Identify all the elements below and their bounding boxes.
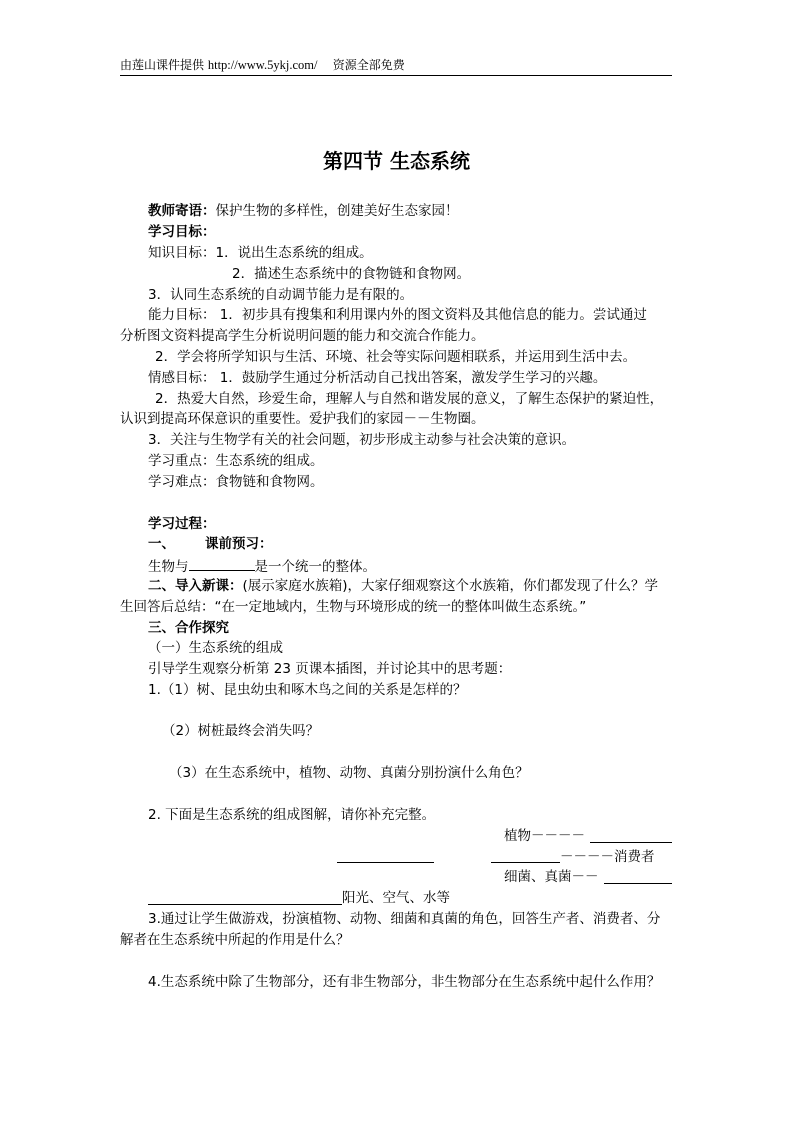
blank-producer[interactable] <box>590 842 672 843</box>
diagram-fungi: 细菌、真菌－－ <box>504 869 599 885</box>
question-3b: 解者在生态系统中所起的作用是什么？ <box>120 932 350 948</box>
emotion-goal-1: 情感目标： 1．鼓励学生通过分析活动自己找出答案，激发学生学习的兴趣。 <box>148 370 607 386</box>
question-3a: 3.通过让学生做游戏，扮演植物、动物、细菌和真菌的角色，回答生产者、消费者、分 <box>148 911 661 927</box>
blank-ecosystem[interactable] <box>148 904 246 905</box>
emotion-goal-2a: 2．热爱大自然，珍爱生命，理解人与自然和谐发展的意义，了解生态保护的紧迫性， <box>155 391 664 407</box>
part3-title: 三、合作探究 <box>148 620 229 636</box>
ability-goal-1a: 能力目标： 1．初步具有搜集和利用课内外的图文资料及其他信息的能力。尝试通过 <box>148 307 647 323</box>
blank-animals[interactable] <box>491 862 560 863</box>
difficulty-point: 学习难点：食物链和食物网。 <box>148 474 324 490</box>
knowledge-goal-1: 知识目标：1．说出生态系统的组成。 <box>148 245 373 261</box>
blank-decomposer[interactable] <box>604 883 672 884</box>
diagram-abiotic: 阳光、空气、水等 <box>342 890 450 906</box>
question-1-1: 1.（1）树、昆虫幼虫和啄木鸟之间的关系是怎样的？ <box>148 682 467 698</box>
header-suffix: 资源全部免费 <box>332 58 405 72</box>
part2-text-a: (展示家庭水族箱)，大家仔细观察这个水族箱，你们都发现了什么？学 <box>242 578 659 594</box>
diagram-plants: 植物－－－－ <box>504 828 585 844</box>
process-heading: 学习过程： <box>148 516 216 532</box>
page-title: 第四节 生态系统 <box>323 149 470 173</box>
key-point: 学习重点：生态系统的组成。 <box>148 453 324 469</box>
preview-sentence <box>148 556 376 576</box>
part2-title: 二、导入新课： <box>148 578 243 594</box>
preview-text-b: 是一个统一的整体。 <box>254 559 376 575</box>
guide-text: 引导学生观察分析第 23 页课本插图，并讨论其中的思考题： <box>148 661 512 677</box>
part2-line-a <box>148 577 658 595</box>
part1-number: 一、 <box>148 536 175 552</box>
header-url[interactable]: http://www.5ykj.com/ <box>207 58 318 72</box>
teacher-note <box>148 202 459 220</box>
ability-goal-2: 2．学会将所学知识与生活、环境、社会等实际问题相联系，并运用到生活中去。 <box>155 349 637 365</box>
preview-blank[interactable] <box>189 556 255 571</box>
question-2: 2. 下面是生态系统的组成图解，请你补充完整。 <box>148 807 436 823</box>
part1-heading <box>148 535 273 553</box>
question-1-2: （2）树桩最终会消失吗？ <box>162 723 320 739</box>
emotion-goal-2b: 认识到提高环保意识的重要性。爱护我们的家园－－生物圈。 <box>120 411 485 427</box>
emotion-goal-3: 3．关注与生物学有关的社会问题，初步形成主动参与社会决策的意识。 <box>148 432 576 448</box>
preview-text-a: 生物与 <box>148 559 189 575</box>
question-1-3: （3）在生态系统中，植物、动物、真菌分别扮演什么角色？ <box>169 765 529 781</box>
page-header <box>120 57 672 76</box>
part1-title: 课前预习： <box>205 536 273 552</box>
header-prefix: 由莲山课件提供 <box>120 58 205 72</box>
diagram-consumer: －－－－消费者 <box>560 849 655 865</box>
question-4: 4.生态系统中除了生物部分，还有非生物部分，非生物部分在生态系统中起什么作用？ <box>148 974 661 990</box>
blank-biotic[interactable] <box>337 862 434 863</box>
part2-text-b: 生回答后总结：“在一定地域内，生物与环境形成的统一的整体叫做生态系统。” <box>120 599 587 615</box>
teacher-note-text: 保护生物的多样性，创建美好生态家园！ <box>215 203 459 219</box>
teacher-note-label: 教师寄语： <box>148 203 216 219</box>
knowledge-goal-3: 3．认同生态系统的自动调节能力是有限的。 <box>148 287 414 303</box>
sub-section-1: （一）生态系统的组成 <box>148 640 283 656</box>
blank-abiotic[interactable] <box>246 904 342 905</box>
objectives-heading: 学习目标： <box>148 224 216 240</box>
ability-goal-1b: 分析图文资料提高学生分析说明问题的能力和交流合作能力。 <box>120 328 485 344</box>
knowledge-goal-2: 2．描述生态系统中的食物链和食物网。 <box>232 266 471 282</box>
